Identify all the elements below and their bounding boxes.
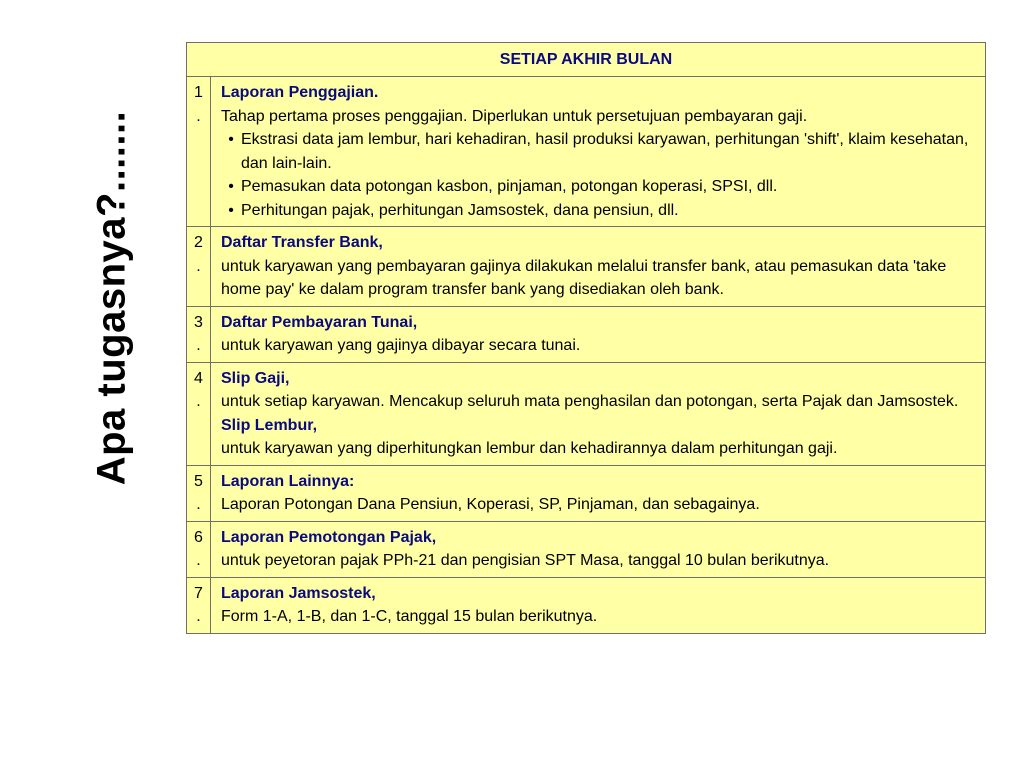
row-description: Form 1-A, 1-B, dan 1-C, tanggal 15 bulan berikutnya. <box>221 608 598 625</box>
row-number: 3 <box>194 313 203 331</box>
row-description-secondary: untuk karyawan yang diperhitungkan lembur dan kehadirannya dalam perhitungan gaji. <box>221 440 838 457</box>
bullet-icon: • <box>228 178 234 195</box>
row-number: 7 <box>194 584 203 602</box>
row-content-cell <box>211 577 986 633</box>
row-number: 4 <box>194 369 203 387</box>
row-description: untuk karyawan yang pembayaran gajinya dilakukan melalui transfer bank, atau pemasukan data 'take home pay' ke dalam program transfer bank yang disediakan oleh bank. <box>221 257 947 298</box>
row-number-cell <box>187 362 211 465</box>
row-number-cell <box>187 521 211 577</box>
bullet-icon: • <box>228 201 234 219</box>
row-number-suffix: . <box>196 257 201 275</box>
table-header-row <box>187 43 986 77</box>
row-number-suffix: . <box>196 337 201 354</box>
bullet-item <box>221 199 977 223</box>
row-number: 6 <box>194 528 203 546</box>
bullet-text: Perhitungan pajak, perhitungan Jamsostek, dana pensiun, dll. <box>241 201 679 219</box>
row-title: Laporan Jamsostek, <box>221 584 376 602</box>
table-row <box>187 227 986 307</box>
row-content-cell <box>211 77 986 227</box>
row-number-cell <box>187 306 211 362</box>
row-description: untuk peyetoran pajak PPh-21 dan pengisian SPT Masa, tanggal 10 bulan berikutnya. <box>221 552 830 569</box>
row-content-cell <box>211 521 986 577</box>
row-number-suffix: . <box>196 107 201 125</box>
row-content-cell <box>211 362 986 465</box>
bullet-icon: • <box>228 131 234 148</box>
row-number-cell <box>187 227 211 307</box>
bullet-item <box>221 128 977 175</box>
row-description: Tahap pertama proses penggajian. Diperlukan untuk persetujuan pembayaran gaji. <box>221 107 808 125</box>
table-row <box>187 521 986 577</box>
row-number-suffix: . <box>196 608 201 625</box>
side-title: Apa tugasnya?....... <box>89 110 134 486</box>
row-number: 2 <box>194 234 203 251</box>
table-header: SETIAP AKHIR BULAN <box>187 43 986 77</box>
row-content-cell <box>211 465 986 521</box>
monthly-report-table <box>186 42 986 634</box>
row-title: Daftar Pembayaran Tunai, <box>221 313 418 331</box>
row-description: untuk karyawan yang gajinya dibayar secara tunai. <box>221 337 581 354</box>
table-row <box>187 306 986 362</box>
bullet-text: Ekstrasi data jam lembur, hari kehadiran, hasil produksi karyawan, perhitungan 'shift', klaim kesehatan, dan lain-lain. <box>241 131 969 172</box>
row-content-cell <box>211 306 986 362</box>
row-title: Laporan Lainnya: <box>221 472 355 490</box>
bullet-item <box>221 175 977 199</box>
table-row <box>187 362 986 465</box>
table-row <box>187 465 986 521</box>
row-title: Laporan Penggajian. <box>221 84 379 101</box>
row-description: Laporan Potongan Dana Pensiun, Koperasi, SP, Pinjaman, dan sebagainya. <box>221 496 760 513</box>
row-title: Laporan Pemotongan Pajak, <box>221 528 437 546</box>
row-title-secondary: Slip Lembur, <box>221 416 318 434</box>
row-number-suffix: . <box>196 552 201 569</box>
row-number: 5 <box>194 472 203 490</box>
row-description: untuk setiap karyawan. Mencakup seluruh mata penghasilan dan potongan, serta Pajak dan Jamsostek. <box>221 393 959 410</box>
row-content-cell <box>211 227 986 307</box>
row-number: 1 <box>194 84 203 101</box>
row-number-cell <box>187 465 211 521</box>
row-title: Slip Gaji, <box>221 369 290 387</box>
row-number-cell <box>187 77 211 227</box>
bullet-text: Pemasukan data potongan kasbon, pinjaman, potongan koperasi, SPSI, dll. <box>241 178 778 195</box>
table-row <box>187 577 986 633</box>
table-row <box>187 77 986 227</box>
row-number-suffix: . <box>196 393 201 410</box>
row-title: Daftar Transfer Bank, <box>221 234 383 251</box>
row-number-suffix: . <box>196 496 201 513</box>
row-number-cell <box>187 577 211 633</box>
